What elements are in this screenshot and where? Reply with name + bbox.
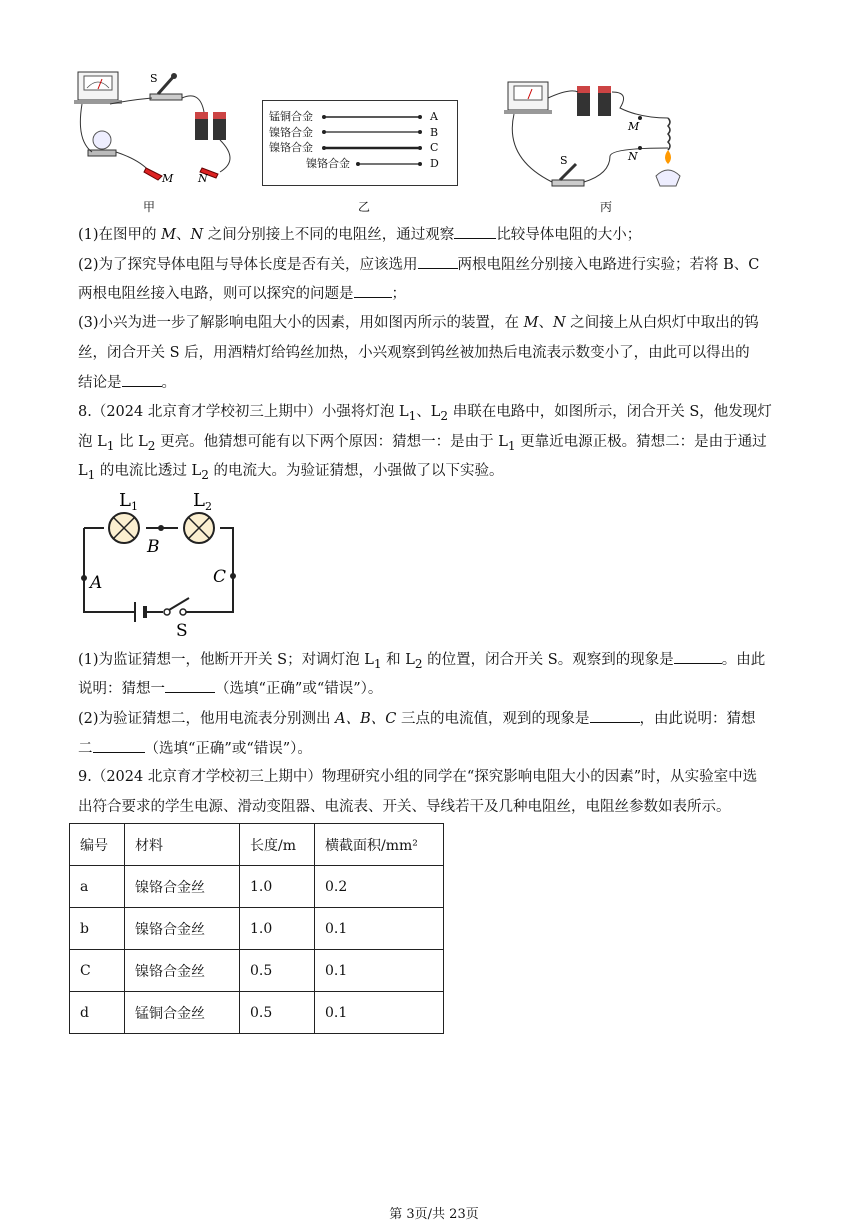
point-c-label: C (213, 567, 227, 587)
terminal-m-label: M (162, 172, 174, 185)
q8-part2-cont: 二 （选填“正确”或“错误”）。 (78, 738, 312, 759)
q8-intro-3: $L_1$ 的电流比透过 $L_2$ 的电流大。为验证猜想，小强做了以下实验。 (78, 463, 504, 482)
wire-d (356, 162, 422, 166)
battery-icon (195, 112, 226, 140)
table-cell: 锰铜合金丝 (125, 992, 240, 1034)
bulb-l2-icon (184, 513, 214, 543)
table-header-cell: 材料 (125, 824, 240, 866)
table-header-cell: 横截面积/mm² (315, 824, 444, 866)
q7-part3-cont: 丝，闭合开关 S 后，用酒精灯给钨丝加热，小兴观察到钨丝被加热后电流表示数变小了，由此可以得出的 (78, 345, 750, 361)
table-cell: 1.0 (240, 908, 315, 950)
l1-label: $L_1$ (119, 490, 138, 513)
wire-letter: D (430, 157, 439, 170)
battery-icon (135, 602, 145, 622)
figure-bing (500, 78, 700, 198)
bulb-l1-icon (109, 513, 139, 543)
clip-m-icon (144, 168, 162, 180)
point-a-label: A (90, 573, 103, 593)
table-row (70, 992, 444, 1034)
answer-blank[interactable] (674, 649, 722, 664)
terminal-n-label: N (198, 172, 208, 185)
wire-a (322, 115, 422, 119)
figure-yi-caption: 乙 (358, 200, 371, 214)
table-cell: 镍铬合金丝 (125, 908, 240, 950)
wire-label: 镍铬合金 (306, 157, 350, 170)
q8-intro-2: 泡 $L_1$ 比 $L_2$ 更亮。他猜想可能有以下两个原因：猜想一：是由于 $L_1$ 更靠近电源正极。猜想二：是由于通过 (78, 434, 767, 453)
resistance-wire-table (69, 823, 444, 1034)
table-cell: C (70, 950, 125, 992)
bulb-icon (88, 131, 116, 156)
wire-letter: A (430, 110, 438, 123)
q9-intro-2: 出符合要求的学生电源、滑动变阻器、电流表、开关、导线若干及几种电阻丝，电阻丝参数如表所示。 (78, 799, 731, 815)
table-cell: b (70, 908, 125, 950)
q7-part3: (3)小兴为进一步了解影响电阻大小的因素，用如图丙所示的装置，在 M、N 之间接上从白炽灯中取出的钨 (78, 315, 759, 331)
answer-blank[interactable] (93, 738, 145, 753)
figure-bing-caption: 丙 (600, 200, 613, 214)
wire-label: 锰铜合金 (269, 110, 313, 123)
table-cell: 0.1 (315, 992, 444, 1034)
table-header-cell: 编号 (70, 824, 125, 866)
answer-blank[interactable] (165, 678, 215, 693)
q8-intro: 8.（2024 北京育才学校初三上期中）小强将灯泡 $L_1$、$L_2$ 串联在电路中，如图所示，闭合开关 S，他发现灯 (78, 404, 772, 423)
q8-part1-cont: 说明：猜想一 （选填“正确”或“错误”）。 (78, 678, 382, 699)
table-row (70, 866, 444, 908)
battery-icon (577, 86, 611, 116)
figure-jia-caption: 甲 (143, 200, 156, 214)
q8-circuit-diagram (75, 486, 250, 640)
table-cell: a (70, 866, 125, 908)
terminal-m-label: M (628, 120, 640, 133)
wire-label: 镍铬合金 (269, 126, 313, 139)
table-header-row (70, 824, 444, 866)
answer-blank[interactable] (590, 708, 640, 723)
table-cell: 0.5 (240, 992, 315, 1034)
q8-part2: (2)为验证猜想二，他用电流表分别测出 A、B、C 三点的电流值，观到的现象是 ，由此说明：猜想 (78, 708, 756, 729)
answer-blank[interactable] (354, 283, 392, 298)
table-cell: 0.1 (315, 950, 444, 992)
table-row (70, 908, 444, 950)
table-cell: 0.5 (240, 950, 315, 992)
alcohol-lamp-icon (656, 150, 680, 186)
table-header-cell: 长度/m (240, 824, 315, 866)
switch-label: S (150, 72, 158, 85)
wire-letter: C (430, 141, 439, 154)
q8-part1: (1)为监证猜想一，他断开开关 S；对调灯泡 $L_1$ 和 $L_2$ 的位置，闭合开关 S。观察到的现象是 。由此 (78, 649, 765, 674)
answer-blank[interactable] (418, 254, 458, 269)
page-footer: 第 3页/共 23页 (389, 1207, 479, 1222)
ammeter-icon (74, 72, 122, 104)
table-cell: 0.1 (315, 908, 444, 950)
switch-icon (164, 598, 189, 615)
q7-part1: (1)在图甲的 M、N 之间分别接上不同的电阻丝，通过观察 比较导体电阻的大小； (78, 224, 641, 245)
q7-part3-end: 结论是 。 (78, 372, 176, 393)
coil-icon (668, 118, 670, 150)
wire-b (322, 130, 422, 134)
switch-icon (552, 164, 584, 186)
answer-blank[interactable] (122, 372, 162, 387)
table-cell: 镍铬合金丝 (125, 950, 240, 992)
answer-blank[interactable] (454, 224, 496, 239)
switch-label: S (176, 621, 188, 640)
wire-c (322, 146, 422, 150)
table-cell: 1.0 (240, 866, 315, 908)
q9-intro: 9.（2024 北京育才学校初三上期中）物理研究小组的同学在“探究影响电阻大小的因素”时，从实验室中选 (78, 769, 758, 785)
terminal-n-label: N (628, 150, 638, 163)
point-b-label: B (147, 537, 160, 557)
table-row (70, 950, 444, 992)
table-cell: d (70, 992, 125, 1034)
wire-label: 镍铬合金 (269, 141, 313, 154)
l2-label: $L_2$ (193, 490, 212, 513)
switch-label: S (560, 154, 568, 167)
table-cell: 0.2 (315, 866, 444, 908)
q7-part2-cont: 两根电阻丝接入电路，则可以探究的问题是 ； (78, 283, 406, 304)
ammeter-icon (504, 82, 552, 114)
figure-jia (70, 60, 260, 200)
table-cell: 镍铬合金丝 (125, 866, 240, 908)
q7-part2: (2)为了探究导体电阻与导体长度是否有关，应该选用 两根电阻丝分别接入电路进行实验；若将 B、C (78, 254, 759, 275)
wire-letter: B (430, 126, 439, 139)
